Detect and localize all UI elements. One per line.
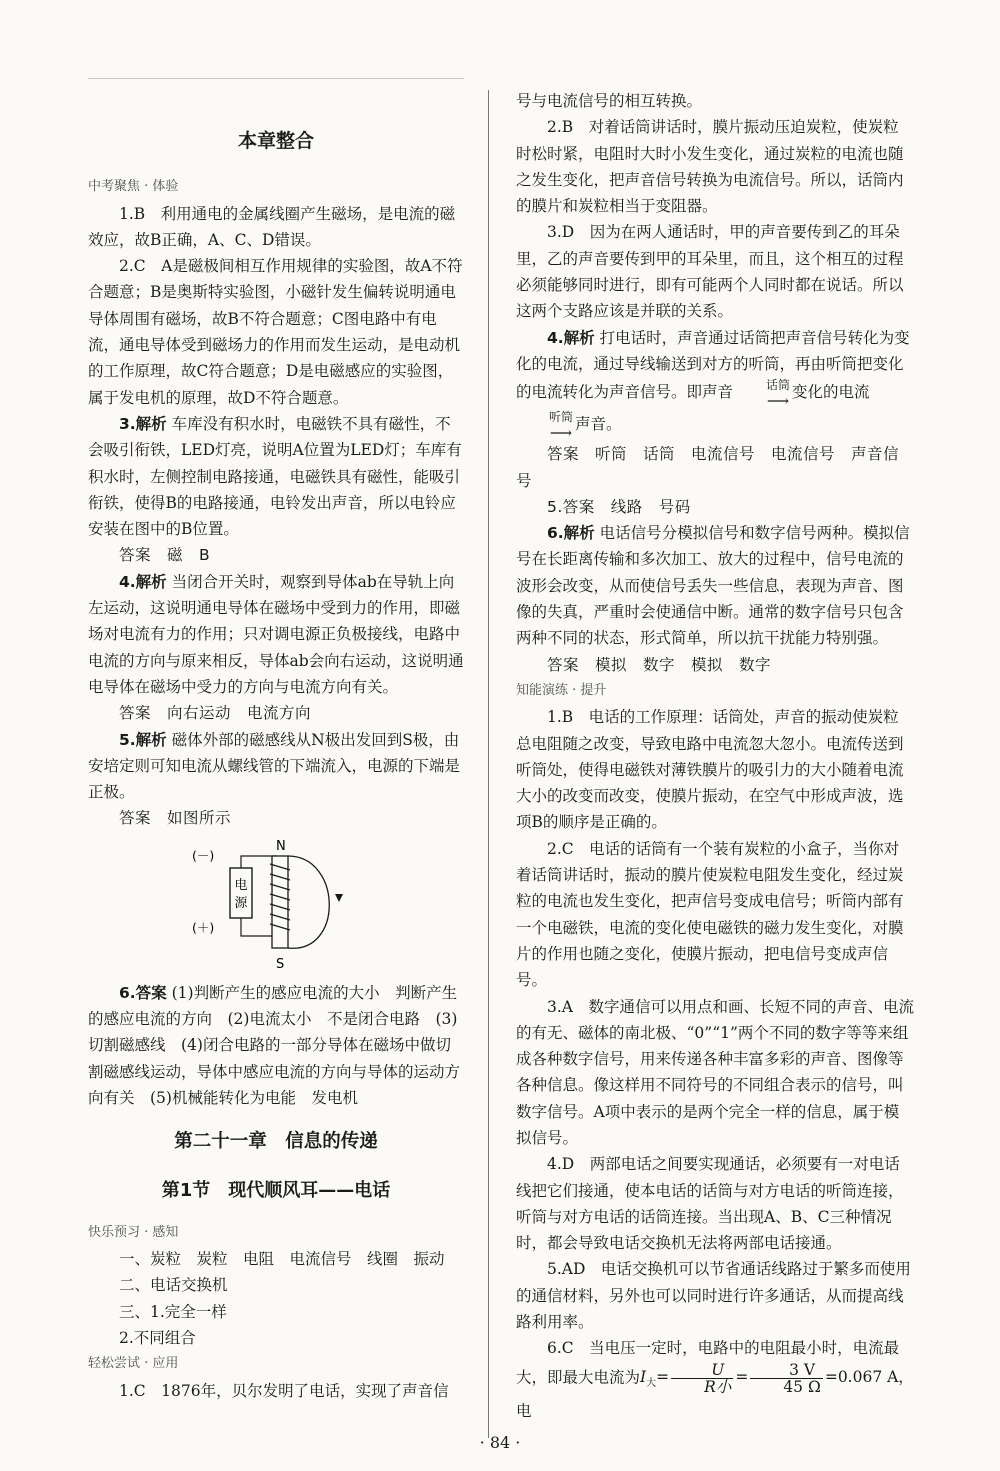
formula-result: =0.067 A，电 [516,1368,914,1420]
try-6-text: 电话信号分模拟信号和数字信号两种。模拟信号在长距离传输和多次加工、放大的过程中，信号电流的波形会改变，从而使信号丢失一些信息，表现为声音、图像的失真，严重时会使通信中断。通常的数字信号只包含两种不同的状态，形式简单，所以抗干扰能力特别强。 [516,524,910,648]
column-divider [488,90,489,1438]
try-4-text: 打电话时，声音通过话筒把声音信号转化为变化的电流，通过导线输送到对方的听筒，再由听筒把变化的电流转化为声音信号。即声音 [516,328,910,402]
fraction-2-denominator: 45 Ω [783,1377,821,1396]
fraction-1-denominator: R小 [704,1377,732,1396]
chapter-summary-title: 本章整合 [237,130,314,152]
answer-5-text: 磁体外部的磁感线从N极出发回到S极，由安培定则可知电流从螺线管的下端流入，电源的下端是正极。 [88,730,461,802]
answer-4-result: 答案 向右运动 电流方向 [119,704,312,723]
magnetic-field-line [288,856,329,948]
answer-5-lead: 5.解析 [119,730,167,749]
try-6-lead: 6.解析 [547,524,595,543]
answer-2: 2.C A是磁极间相互作用规律的实验图，故A不符合题意；B是奥斯特实验图，小磁针发生偏转说明通电导体周围有磁场，故B不符合题意；C图电路中有电流，通电导体受到磁场力的作用而发生运动，是电动机的工作原理，故C符合题意；D是电磁感应的实验图，属于发电机的原理，故D不符合题意。 [88,257,463,407]
answer-6-text: (1)判断产生的感应电流的大小 判断产生的感应电流的方向 (2)电流太小 不是闭合电路 (3)切割磁感线 (4)闭合电路的一部分导体在磁场中做切割磁感线运动，导体中感应电流的方向与导体的运动方向有关 (5)机械能转化为电能 发电机 [88,983,461,1107]
positive-terminal-label: (＋) [192,919,215,935]
section-title: 第1节 现代顺风耳——电话 [161,1179,391,1201]
answer-3-lead: 3.解析 [119,414,167,433]
answer-6-lead: 6.答案 [119,983,167,1002]
practice-4: 4.D 两部电话之间要实现通话，必须要有一对电话线把它们接通，使本电话的话筒与对方电话的听筒连接，听筒与对方电话的话筒连接。当出现A、B、C三种情况时，都会导致电话交换机无法将两部电话接通。 [516,1155,904,1253]
answer-3-text: 车库没有积水时，电磁铁不具有磁性，不会吸引衔铁，LED灯亮，说明A位置为LED灯；车库有积水时，左侧控制电路接通，电磁铁具有磁性，能吸引衔铁，使得B的电路接通，电铃发出声音，所以电铃应安装在图中的B位置。 [88,414,462,539]
formula-equals: = [656,1368,670,1387]
north-pole-label: N [276,838,286,854]
section-tag-try: 轻松尝试 · 应用 [88,1356,179,1372]
preview-4: 2.不同组合 [119,1328,196,1347]
try-4-lead: 4.解析 [547,328,595,347]
section-tag-practice: 知能演练 · 提升 [516,682,607,698]
practice-3: 3.A 数字通信可以用点和画、长短不同的声音、电流的有无、磁体的南北极、“0”“1”两个不同的数字等等来组成各种数字信号，用来传递各种丰富多彩的声音、图像等各种信息。像这样用不同符号的不同组合表示的信号，叫数字信号。A项中表示的是两个完全一样的信息，属于模拟信号。 [516,997,914,1147]
arrow-receiver: 听筒 ⟶ [518,409,573,441]
answer-3 [88,411,464,542]
solenoid-diagram [88,836,464,974]
answer-6 [88,980,464,1111]
try-6-result: 答案 模拟 数字 模拟 数字 [547,655,772,674]
practice-2: 2.C 电话的话筒有一个装有炭粒的小盒子，当你对着话筒讲话时，振动的膜片使炭粒电阻发生变化，经过炭粒的电流也发生变化，把声信号变成电信号；听筒内部有一个电磁铁，电流的变化使电磁铁的磁力发生变化，对膜片的作用也随之变化，使膜片振动，把电信号变成声信号。 [516,839,904,990]
section-tag-exam-focus: 中考聚焦 · 体验 [88,179,179,195]
try-4 [516,325,914,442]
page-number: · 84 · [479,1433,521,1452]
answer-1: 1.B 利用通电的金属线圈产生磁场，是电流的磁效应，故B正确，A、C、D错误。 [88,204,456,249]
top-rule [88,78,464,79]
power-label-top: 电 [234,877,248,893]
try-4-result: 答案 听筒 话筒 电流信号 电流信号 声音信号 [516,445,900,490]
field-arrow [335,894,343,902]
try-5: 5.答案 线路 号码 [547,497,691,516]
preview-2: 二、电话交换机 [119,1276,228,1295]
answer-4-text: 当闭合开关时，观察到导体ab在导轨上向左运动，这说明通电导体在磁场中受到力的作用，即磁场对电流有力的作用；只对调电源正负极接线，电路中电流的方向与原来相反，导体ab会向右运动，这说明通电导体在磁场中受力的方向与电流方向有关。 [88,572,464,696]
arrow-microphone: 话筒 ⟶ [735,377,790,409]
try-3: 3.D 因为在两人通话时，甲的声音要传到乙的耳朵里，乙的声音要传到甲的耳朵里，而且，这个相互的过程必须能够同时进行，即有可能两个人同时都在说话。所以这两个支路应该是并联的关系。 [516,223,904,321]
try-1: 1.C 1876年，贝尔发明了电话，实现了声音信 [119,1381,449,1400]
left-column [88,88,464,1404]
power-label-bottom: 源 [234,895,248,911]
solenoid-circuit-figure [192,836,352,974]
arrow-label-receiver: 听筒 [549,410,574,425]
fraction-1-numerator: U [671,1362,733,1379]
answer-4-lead: 4.解析 [119,572,167,591]
practice-6 [516,1335,914,1423]
formula-equals-2: = [735,1368,749,1387]
answer-4 [88,569,464,700]
fraction-values [750,1362,823,1395]
answer-5 [88,727,464,806]
try-4-middle: 变化的电流 [792,383,870,402]
preview-1: 一、炭粒 炭粒 电阻 电流信号 线圈 振动 [119,1250,445,1269]
right-column [516,88,914,1424]
formula-subscript: 大 [646,1378,657,1390]
iron-core [272,856,288,948]
answer-3-result: 答案 磁 B [119,546,211,565]
arrow-label-microphone: 话筒 [766,378,791,393]
south-pole-label: S [276,956,285,972]
fraction-u-over-r [671,1362,733,1395]
wire-bottom [241,918,276,936]
section-tag-preview: 快乐预习 · 感知 [88,1224,179,1240]
negative-terminal-label: (－) [192,847,215,863]
chapter-title: 第二十一章 信息的传递 [174,1131,378,1153]
answer-5-result: 答案 如图所示 [119,809,232,828]
try-2: 2.B 对着话筒讲话时，膜片振动压迫炭粒，使炭粒时松时紧，电阻时大时小发生变化，通过炭粒的电流也随之发生变化，把声音信号转换为电流信号。所以，话筒内的膜片和炭粒相当于变阻器。 [516,118,904,216]
practice-5: 5.AD 电话交换机可以节省通话线路过于繁多而使用的通信材料，另外也可以同时进行许多通话，从而提高线路利用率。 [516,1260,911,1332]
try-4-end: 声音。 [575,415,622,434]
try-1-continued: 号与电流信号的相互转换。 [516,92,703,110]
preview-3: 三、1.完全一样 [119,1302,227,1321]
formula-current: I [640,1368,647,1387]
fraction-2-numerator: 3 V [750,1362,823,1379]
try-6 [516,520,914,651]
practice-1: 1.B 电话的工作原理：话筒处，声音的振动使炭粒总电阻随之改变，导致电路中电流忽大忽小。电流传送到听筒处，使得电磁铁对薄铁膜片的吸引力的大小随着电流大小的改变而改变，使膜片振动，在空气中形成声波，选项B的顺序是正确的。 [516,708,904,832]
wire-top [241,856,276,868]
practice-6-text: 6.C 当电压一定时，电路中的电阻最小时，电流最大，即最大电流为 [516,1339,900,1387]
